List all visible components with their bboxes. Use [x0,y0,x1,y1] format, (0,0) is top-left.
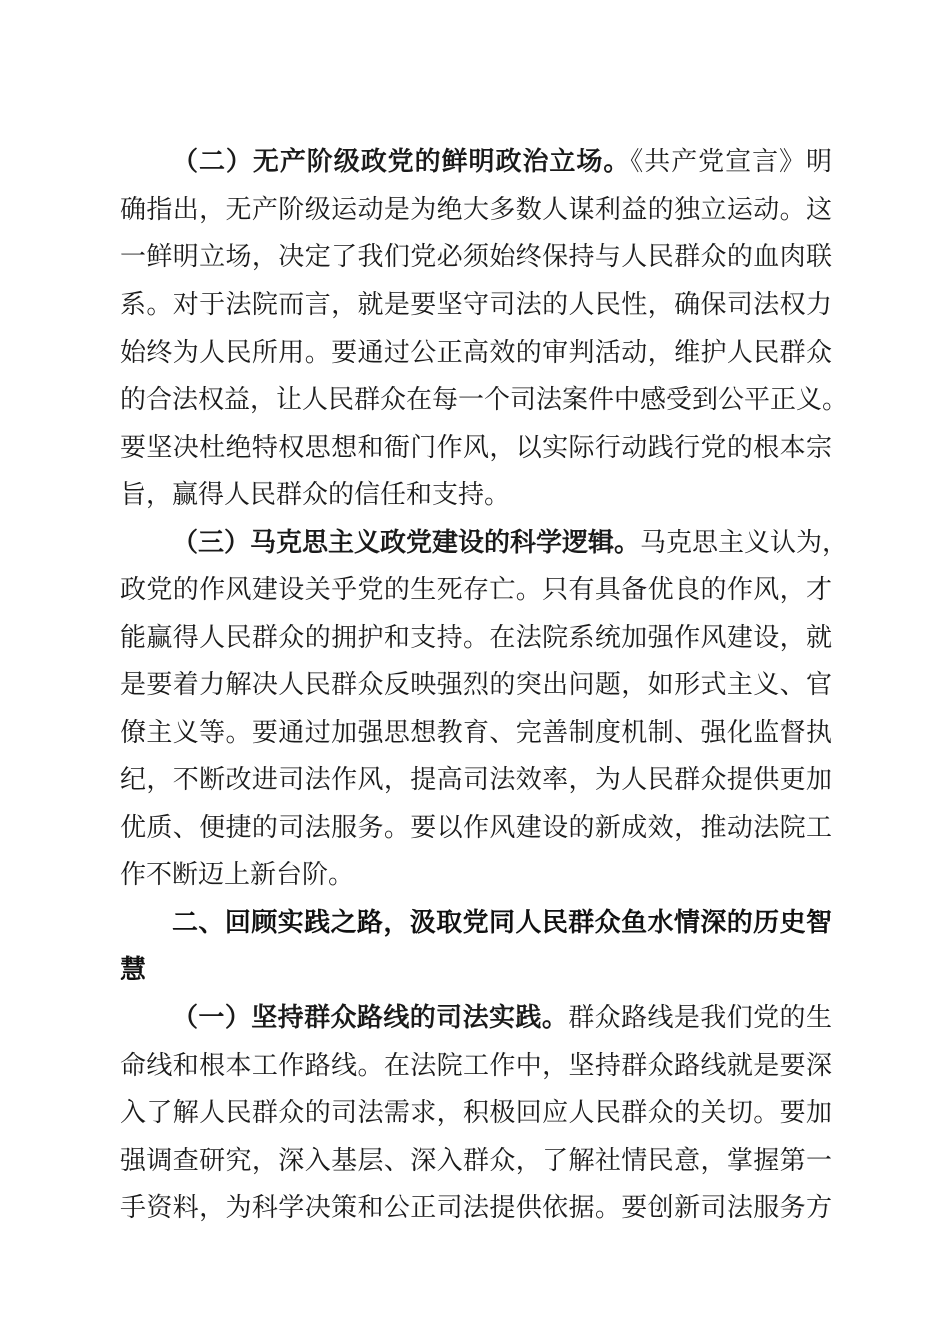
paragraph-2-line-8: 作不断迈上新台阶。 [120,860,355,890]
paragraph-1-line-1 [172,142,832,182]
section-heading-line-1: 二、回顾实践之路，汲取党同人民群众鱼水情深的历史智 [172,908,832,938]
paragraph-3-line-4: 强调查研究，深入基层、深入群众，了解社情民意，掌握第一 [120,1146,832,1176]
paragraph-1-text: 《共产党宣言》明 [630,147,832,177]
paragraph-2-lead: （三）马克思主义政党建设的科学逻辑。 [172,528,641,558]
paragraph-1-line-3: 一鲜明立场，决定了我们党必须始终保持与人民群众的血肉联 [120,242,832,272]
paragraph-3-line-2: 命线和根本工作路线。在法院工作中，坚持群众路线就是要深 [120,1051,832,1081]
paragraph-3-line-3: 入了解人民群众的司法需求，积极回应人民群众的关切。要加 [120,1098,832,1128]
paragraph-1-lead: （二）无产阶级政党的鲜明政治立场。 [172,147,631,177]
paragraph-2-line-6: 纪，不断改进司法作风，提高司法效率，为人民群众提供更加 [120,765,832,795]
paragraph-1-line-7: 要坚决杜绝特权思想和衙门作风，以实际行动践行党的根本宗 [120,433,832,463]
paragraph-2-text: 马克思主义认为， [640,528,849,558]
paragraph-1-line-4: 系。对于法院而言，就是要坚守司法的人民性，确保司法权力 [120,290,832,320]
paragraph-2-line-3: 能赢得人民群众的拥护和支持。在法院系统加强作风建设，就 [120,623,832,653]
section-heading-line-2: 慧 [120,955,147,985]
paragraph-3-lead: （一）坚持群众路线的司法实践。 [172,1003,569,1033]
paragraph-2-line-2: 政党的作风建设关乎党的生死存亡。只有具备优良的作风，才 [120,575,832,605]
paragraph-3-line-1 [172,998,832,1038]
paragraph-3-line-5: 手资料，为科学决策和公正司法提供依据。要创新司法服务方 [120,1193,832,1223]
paragraph-2-line-4: 是要着力解决人民群众反映强烈的突出问题，如形式主义、官 [120,670,832,700]
paragraph-1-line-2: 确指出，无产阶级运动是为绝大多数人谋利益的独立运动。这 [120,195,832,225]
paragraph-3-text: 群众路线是我们党的生 [568,1003,832,1033]
paragraph-2-line-5: 僚主义等。要通过加强思想教育、完善制度机制、强化监督执 [120,718,832,748]
paragraph-1-line-8: 旨，赢得人民群众的信任和支持。 [120,480,511,510]
paragraph-2-line-1 [172,523,849,563]
paragraph-1-line-6: 的合法权益，让人民群众在每一个司法案件中感受到公平正义。 [120,385,849,415]
paragraph-1-line-5: 始终为人民所用。要通过公正高效的审判活动，维护人民群众 [120,338,832,368]
paragraph-2-line-7: 优质、便捷的司法服务。要以作风建设的新成效，推动法院工 [120,813,832,843]
